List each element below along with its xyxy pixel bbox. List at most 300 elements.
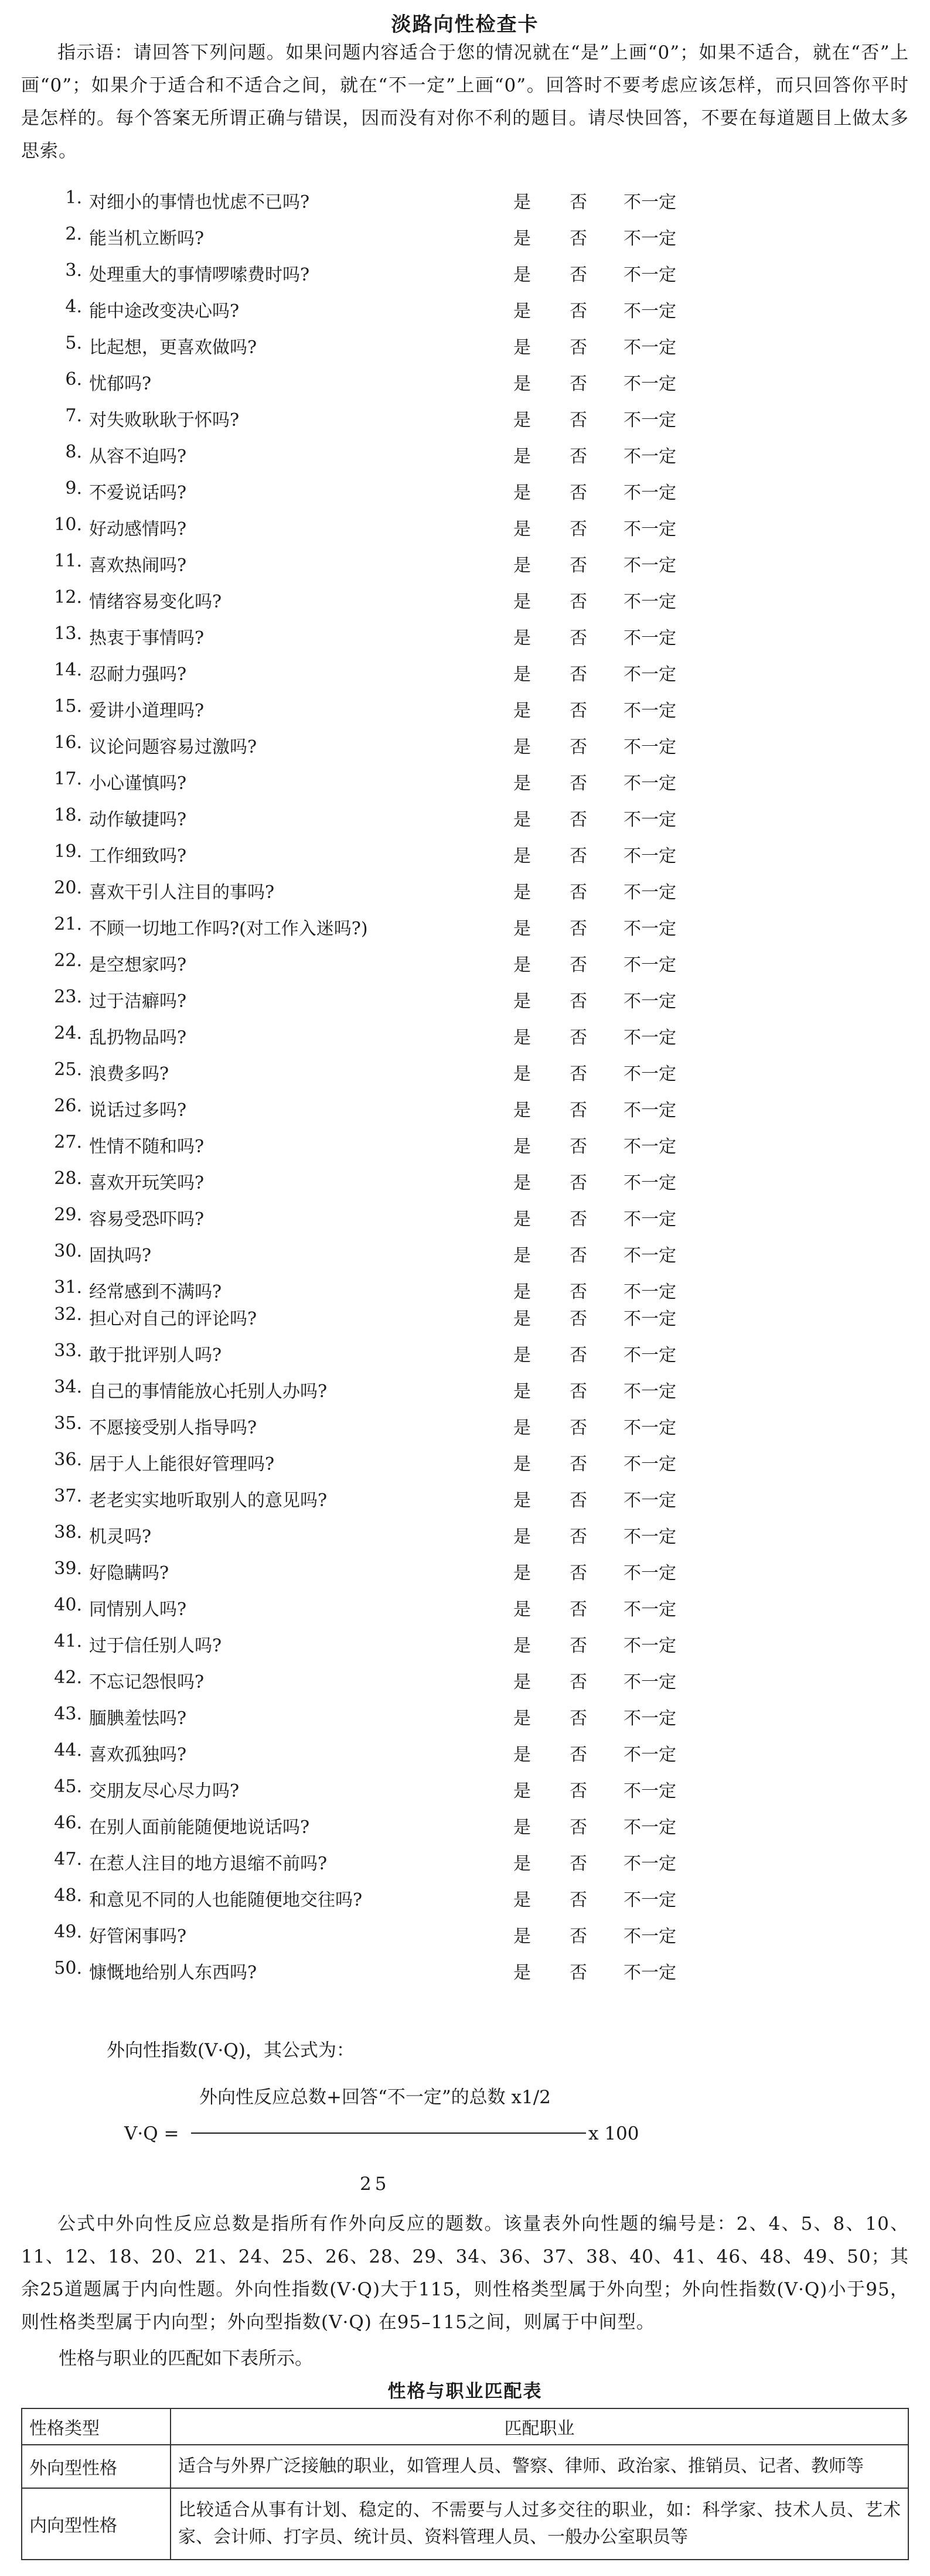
option-no[interactable]: 否: [570, 483, 587, 503]
option-unsure[interactable]: 不一定: [624, 1745, 676, 1765]
question-text: 居于人上能很好管理吗?: [89, 1454, 275, 1475]
question-text: 好动感情吗?: [89, 519, 187, 540]
page-title: 淡路向性检查卡: [391, 13, 539, 36]
option-unsure[interactable]: 不一定: [624, 882, 676, 903]
question-number: 45.: [54, 1776, 82, 1797]
option-no[interactable]: 否: [570, 1345, 587, 1366]
option-yes[interactable]: 是: [513, 1282, 531, 1302]
option-no[interactable]: 否: [570, 1137, 587, 1157]
question-text: 交朋友尽心尽力吗?: [89, 1781, 240, 1802]
header-matching-jobs: 匹配职业: [171, 2408, 908, 2445]
option-unsure[interactable]: 不一定: [624, 1672, 676, 1693]
question-text: 从容不迫吗?: [89, 446, 187, 467]
table-header-row: [22, 2408, 908, 2445]
option-unsure[interactable]: 不一定: [624, 265, 676, 285]
option-unsure[interactable]: 不一定: [624, 374, 676, 394]
question-row: [0, 1205, 930, 1228]
option-yes[interactable]: 是: [513, 1137, 531, 1157]
option-unsure[interactable]: 不一定: [624, 1028, 676, 1048]
question-row: [0, 369, 930, 393]
option-unsure[interactable]: 不一定: [624, 1381, 676, 1402]
question-row: [0, 1413, 930, 1437]
option-unsure[interactable]: 不一定: [624, 1636, 676, 1656]
question-text: 自己的事情能放心托别人办吗?: [89, 1381, 328, 1402]
option-yes[interactable]: 是: [513, 1309, 531, 1329]
question-text: 忧郁吗?: [89, 374, 152, 394]
option-no[interactable]: 否: [570, 1282, 587, 1302]
question-row: [0, 1631, 930, 1654]
option-unsure[interactable]: 不一定: [624, 446, 676, 467]
option-unsure[interactable]: 不一定: [624, 1418, 676, 1438]
option-no[interactable]: 否: [570, 1100, 587, 1121]
question-row: [0, 1241, 930, 1264]
question-text: 忍耐力强吗?: [89, 664, 187, 685]
question-text: 对细小的事情也忧虑不已吗?: [89, 192, 310, 213]
option-yes[interactable]: 是: [513, 1636, 531, 1656]
formula-lhs: V·Q =: [124, 2123, 179, 2144]
option-no[interactable]: 否: [570, 1708, 587, 1729]
option-yes[interactable]: 是: [513, 1854, 531, 1874]
option-unsure[interactable]: 不一定: [624, 628, 676, 649]
question-text: 固执吗?: [89, 1246, 152, 1266]
option-yes[interactable]: 是: [513, 374, 531, 394]
question-text: 喜欢干引人注目的事吗?: [89, 882, 275, 903]
option-unsure[interactable]: 不一定: [624, 1309, 676, 1329]
question-number: 16.: [54, 732, 82, 753]
question-number: 6.: [65, 369, 82, 390]
option-no[interactable]: 否: [570, 1890, 587, 1910]
question-text: 敢于批评别人吗?: [89, 1345, 222, 1366]
question-number: 43.: [54, 1704, 82, 1724]
option-yes[interactable]: 是: [513, 446, 531, 467]
option-yes[interactable]: 是: [513, 483, 531, 503]
question-number: 33.: [54, 1340, 82, 1361]
question-number: 26.: [54, 1096, 82, 1116]
option-unsure[interactable]: 不一定: [624, 1781, 676, 1802]
question-row: [0, 623, 930, 647]
question-text: 说话过多吗?: [89, 1100, 187, 1121]
question-number: 13.: [54, 623, 82, 644]
question-text: 同情别人吗?: [89, 1599, 187, 1620]
option-yes[interactable]: 是: [513, 701, 531, 721]
question-text: 爱讲小道理吗?: [89, 701, 205, 721]
formula-denominator: 25: [360, 2174, 390, 2195]
option-unsure[interactable]: 不一定: [624, 737, 676, 758]
option-no[interactable]: 否: [570, 301, 587, 322]
question-number: 23.: [54, 987, 82, 1007]
question-text: 不愿接受别人指导吗?: [89, 1418, 257, 1438]
question-row: [0, 224, 930, 247]
question-number: 47.: [54, 1849, 82, 1869]
instructions-text: 指示语：请回答下列问题。如果问题内容适合于您的情况就在“是”上画“0”；如果不适合，就在“否”上画“0”；如果介于适合和不适合之间，就在“不一定”上画“0”。回答时不要考虑应该怎样，而只回答你平时是怎样的。每个答案无所谓正确与错误，因而没有对你不利的题目。请尽快回答，不要在每道题目上做太多思索。: [21, 42, 909, 162]
option-no[interactable]: 否: [570, 991, 587, 1012]
question-number: 34.: [54, 1377, 82, 1397]
question-row: [0, 333, 930, 356]
question-number: 19.: [54, 841, 82, 862]
fraction-line: [191, 2133, 586, 2134]
option-unsure[interactable]: 不一定: [624, 1817, 676, 1838]
option-no[interactable]: 否: [570, 1454, 587, 1475]
question-number: 36.: [54, 1449, 82, 1470]
question-number: 1.: [65, 187, 82, 208]
question-row: [0, 296, 930, 320]
option-no[interactable]: 否: [570, 1064, 587, 1084]
option-no[interactable]: 否: [570, 1963, 587, 1983]
option-unsure[interactable]: 不一定: [624, 1246, 676, 1266]
option-no[interactable]: 否: [570, 773, 587, 794]
question-text: 性情不随和吗?: [89, 1137, 205, 1157]
option-yes[interactable]: 是: [513, 1963, 531, 1983]
question-number: 21.: [54, 914, 82, 934]
option-yes[interactable]: 是: [513, 1817, 531, 1838]
question-row: [0, 914, 930, 937]
option-no[interactable]: 否: [570, 1173, 587, 1193]
question-row: [0, 1340, 930, 1364]
option-yes[interactable]: 是: [513, 1890, 531, 1910]
question-number: 30.: [54, 1241, 82, 1261]
question-text: 在别人面前能随便地说话吗?: [89, 1817, 310, 1838]
option-unsure[interactable]: 不一定: [624, 1527, 676, 1547]
option-yes[interactable]: 是: [513, 192, 531, 213]
instructions: [21, 36, 909, 168]
option-no[interactable]: 否: [570, 1854, 587, 1874]
header-personality-type: 性格类型: [22, 2408, 171, 2445]
question-number: 22.: [54, 950, 82, 971]
option-yes[interactable]: 是: [513, 228, 531, 249]
option-unsure[interactable]: 不一定: [624, 337, 676, 358]
option-no[interactable]: 否: [570, 555, 587, 576]
option-yes[interactable]: 是: [513, 1028, 531, 1048]
question-number: 27.: [54, 1132, 82, 1152]
question-row: [0, 1277, 930, 1301]
question-text: 能当机立断吗?: [89, 228, 205, 249]
option-no[interactable]: 否: [570, 1781, 587, 1802]
option-unsure[interactable]: 不一定: [624, 1599, 676, 1620]
question-number: 37.: [54, 1486, 82, 1506]
option-no[interactable]: 否: [570, 1418, 587, 1438]
question-text: 老老实实地听取别人的意见吗?: [89, 1490, 328, 1511]
question-number: 11.: [54, 551, 82, 571]
table-row: [22, 2445, 908, 2488]
question-text: 工作细致吗?: [89, 846, 187, 866]
option-no[interactable]: 否: [570, 1745, 587, 1765]
question-number: 35.: [54, 1413, 82, 1434]
option-unsure[interactable]: 不一定: [624, 1963, 676, 1983]
question-row: [0, 1168, 930, 1192]
option-no[interactable]: 否: [570, 882, 587, 903]
option-no[interactable]: 否: [570, 919, 587, 939]
option-yes[interactable]: 是: [513, 1173, 531, 1193]
question-text: 浪费多吗?: [89, 1064, 169, 1084]
question-text: 议论问题容易过激吗?: [89, 737, 257, 758]
option-unsure[interactable]: 不一定: [624, 1064, 676, 1084]
option-yes[interactable]: 是: [513, 1599, 531, 1620]
question-number: 5.: [65, 333, 82, 353]
question-text: 好隐瞒吗?: [89, 1563, 169, 1584]
question-text: 过于信任别人吗?: [89, 1636, 222, 1656]
question-row: [0, 878, 930, 901]
option-yes[interactable]: 是: [513, 1381, 531, 1402]
option-no[interactable]: 否: [570, 410, 587, 431]
option-yes[interactable]: 是: [513, 1100, 531, 1121]
option-yes[interactable]: 是: [513, 919, 531, 939]
question-row: [0, 1704, 930, 1727]
question-row: [0, 950, 930, 974]
table-title: 性格与职业匹配表: [387, 2381, 543, 2402]
question-text: 能中途改变决心吗?: [89, 301, 240, 322]
option-no[interactable]: 否: [570, 1563, 587, 1584]
question-row: [0, 187, 930, 211]
question-text: 动作敏捷吗?: [89, 810, 187, 830]
personality-job-table: [21, 2408, 909, 2560]
option-unsure[interactable]: 不一定: [624, 773, 676, 794]
question-text: 对失败耿耿于怀吗?: [89, 410, 240, 431]
question-text: 和意见不同的人也能随便地交往吗?: [89, 1890, 363, 1910]
explanation: [21, 2207, 909, 2339]
question-number: 44.: [54, 1740, 82, 1760]
formula-multiplier: x 100: [588, 2123, 639, 2144]
option-no[interactable]: 否: [570, 846, 587, 866]
question-row: [0, 841, 930, 865]
option-unsure[interactable]: 不一定: [624, 192, 676, 213]
question-number: 8.: [65, 442, 82, 462]
option-unsure[interactable]: 不一定: [624, 410, 676, 431]
option-no[interactable]: 否: [570, 701, 587, 721]
question-number: 32.: [54, 1304, 82, 1325]
question-row: [0, 1132, 930, 1155]
question-row: [0, 1023, 930, 1046]
option-unsure[interactable]: 不一定: [624, 1137, 676, 1157]
option-unsure[interactable]: 不一定: [624, 1209, 676, 1230]
option-no[interactable]: 否: [570, 374, 587, 394]
option-no[interactable]: 否: [570, 1028, 587, 1048]
option-no[interactable]: 否: [570, 337, 587, 358]
question-row: [0, 1595, 930, 1618]
option-yes[interactable]: 是: [513, 1708, 531, 1729]
question-row: [0, 551, 930, 574]
question-number: 39.: [54, 1558, 82, 1579]
option-no[interactable]: 否: [570, 1309, 587, 1329]
question-text: 担心对自己的评论吗?: [89, 1309, 257, 1329]
question-text: 不顾一切地工作吗?(对工作入迷吗?): [89, 919, 368, 939]
question-text: 在惹人注目的地方退缩不前吗?: [89, 1854, 328, 1874]
option-yes[interactable]: 是: [513, 1672, 531, 1693]
option-unsure[interactable]: 不一定: [624, 555, 676, 576]
option-unsure[interactable]: 不一定: [624, 1345, 676, 1366]
question-row: [0, 1059, 930, 1083]
option-unsure[interactable]: 不一定: [624, 228, 676, 249]
option-no[interactable]: 否: [570, 1527, 587, 1547]
question-number: 2.: [65, 224, 82, 244]
option-yes[interactable]: 是: [513, 1418, 531, 1438]
explanation-text: 公式中外向性反应总数是指所有作外向反应的题数。该量表外向性题的编号是：2、4、5、8、10、11、12、18、20、21、24、25、26、28、29、34、36、37、38、40、41、46、48、49、50；其余25道题属于内向性题。外向性指数(V·Q)大于115，则性格类型属于外向型；外向性指数(V·Q)小于95，则性格类型属于内向型；外向型指数(V·Q) 在95–115之间，则属于中间型。: [21, 2213, 909, 2333]
question-number: 38.: [54, 1522, 82, 1543]
question-text: 喜欢孤独吗?: [89, 1745, 187, 1765]
option-yes[interactable]: 是: [513, 773, 531, 794]
question-row: [0, 769, 930, 792]
option-no[interactable]: 否: [570, 192, 587, 213]
question-text: 喜欢热闹吗?: [89, 555, 187, 576]
option-yes[interactable]: 是: [513, 1454, 531, 1475]
question-text: 热衷于事情吗?: [89, 628, 205, 649]
option-yes[interactable]: 是: [513, 882, 531, 903]
question-number: 49.: [54, 1922, 82, 1942]
option-unsure[interactable]: 不一定: [624, 1454, 676, 1475]
option-unsure[interactable]: 不一定: [624, 1854, 676, 1874]
question-number: 14.: [54, 660, 82, 680]
question-number: 12.: [54, 587, 82, 608]
question-row: [0, 987, 930, 1010]
option-yes[interactable]: 是: [513, 410, 531, 431]
option-unsure[interactable]: 不一定: [624, 1890, 676, 1910]
question-row: [0, 442, 930, 465]
question-text: 处理重大的事情啰嗦费时吗?: [89, 265, 310, 285]
option-no[interactable]: 否: [570, 1817, 587, 1838]
option-yes[interactable]: 是: [513, 555, 531, 576]
option-unsure[interactable]: 不一定: [624, 1173, 676, 1193]
question-row: [0, 1449, 930, 1473]
option-no[interactable]: 否: [570, 1926, 587, 1947]
option-yes[interactable]: 是: [513, 955, 531, 975]
option-unsure[interactable]: 不一定: [624, 592, 676, 612]
question-row: [0, 805, 930, 828]
option-yes[interactable]: 是: [513, 519, 531, 540]
option-yes[interactable]: 是: [513, 1563, 531, 1584]
question-row: [0, 587, 930, 610]
option-yes[interactable]: 是: [513, 1246, 531, 1266]
question-text: 腼腆羞怯吗?: [89, 1708, 187, 1729]
option-no[interactable]: 否: [570, 1381, 587, 1402]
question-number: 4.: [65, 296, 82, 317]
option-yes[interactable]: 是: [513, 301, 531, 322]
option-yes[interactable]: 是: [513, 991, 531, 1012]
question-number: 31.: [54, 1277, 82, 1298]
option-no[interactable]: 否: [570, 1599, 587, 1620]
question-number: 20.: [54, 878, 82, 898]
option-yes[interactable]: 是: [513, 737, 531, 758]
option-no[interactable]: 否: [570, 1490, 587, 1511]
formula-numerator: 外向性反应总数+回答“不一定”的总数 x1/2: [199, 2087, 551, 2108]
option-yes[interactable]: 是: [513, 664, 531, 685]
option-no[interactable]: 否: [570, 519, 587, 540]
question-text: 不爱说话吗?: [89, 483, 187, 503]
option-no[interactable]: 否: [570, 955, 587, 975]
option-unsure[interactable]: 不一定: [624, 664, 676, 685]
question-row: [0, 1096, 930, 1119]
option-yes[interactable]: 是: [513, 1064, 531, 1084]
option-yes[interactable]: 是: [513, 1209, 531, 1230]
question-row: [0, 478, 930, 501]
option-unsure[interactable]: 不一定: [624, 1926, 676, 1947]
option-yes[interactable]: 是: [513, 1527, 531, 1547]
question-number: 25.: [54, 1059, 82, 1080]
option-no[interactable]: 否: [570, 228, 587, 249]
question-row: [0, 696, 930, 719]
question-row: [0, 1740, 930, 1763]
option-unsure[interactable]: 不一定: [624, 301, 676, 322]
question-number: 46.: [54, 1813, 82, 1833]
option-no[interactable]: 否: [570, 664, 587, 685]
question-text: 情绪容易变化吗?: [89, 592, 222, 612]
question-row: [0, 1486, 930, 1509]
option-no[interactable]: 否: [570, 446, 587, 467]
option-no[interactable]: 否: [570, 810, 587, 830]
question-row: [0, 1885, 930, 1909]
question-number: 10.: [54, 514, 82, 535]
question-number: 48.: [54, 1885, 82, 1906]
question-text: 是空想家吗?: [89, 955, 187, 975]
formula-intro: 外向性指数(V·Q)，其公式为：: [107, 2040, 355, 2061]
option-unsure[interactable]: 不一定: [624, 1708, 676, 1729]
personality-type-cell: 外向型性格: [22, 2445, 171, 2488]
option-unsure[interactable]: 不一定: [624, 483, 676, 503]
option-unsure[interactable]: 不一定: [624, 1100, 676, 1121]
table-intro: 性格与职业的匹配如下表所示。: [59, 2348, 313, 2369]
matching-jobs-cell: 比较适合从事有计划、稳定的、不需要与人过多交往的职业，如：科学家、技术人员、艺术家、会计师、打字员、统计员、资料管理人员、一般办公室职员等: [171, 2488, 908, 2560]
option-no[interactable]: 否: [570, 592, 587, 612]
option-unsure[interactable]: 不一定: [624, 846, 676, 866]
option-unsure[interactable]: 不一定: [624, 810, 676, 830]
question-number: 9.: [65, 478, 82, 499]
question-text: 喜欢开玩笑吗?: [89, 1173, 205, 1193]
option-yes[interactable]: 是: [513, 1745, 531, 1765]
question-text: 乱扔物品吗?: [89, 1028, 187, 1048]
option-yes[interactable]: 是: [513, 846, 531, 866]
option-no[interactable]: 否: [570, 1246, 587, 1266]
question-row: [0, 1849, 930, 1872]
question-row: [0, 514, 930, 538]
option-no[interactable]: 否: [570, 1209, 587, 1230]
option-unsure[interactable]: 不一定: [624, 519, 676, 540]
option-yes[interactable]: 是: [513, 265, 531, 285]
question-number: 17.: [54, 769, 82, 789]
question-number: 24.: [54, 1023, 82, 1043]
question-number: 18.: [54, 805, 82, 825]
option-yes[interactable]: 是: [513, 1781, 531, 1802]
option-yes[interactable]: 是: [513, 1926, 531, 1947]
question-number: 50.: [54, 1958, 82, 1978]
option-no[interactable]: 否: [570, 1636, 587, 1656]
question-row: [0, 405, 930, 429]
option-yes[interactable]: 是: [513, 337, 531, 358]
option-unsure[interactable]: 不一定: [624, 1490, 676, 1511]
option-unsure[interactable]: 不一定: [624, 1563, 676, 1584]
option-yes[interactable]: 是: [513, 1345, 531, 1366]
question-number: 29.: [54, 1205, 82, 1225]
option-unsure[interactable]: 不一定: [624, 919, 676, 939]
option-yes[interactable]: 是: [513, 592, 531, 612]
option-yes[interactable]: 是: [513, 628, 531, 649]
option-yes[interactable]: 是: [513, 1490, 531, 1511]
option-no[interactable]: 否: [570, 265, 587, 285]
option-unsure[interactable]: 不一定: [624, 955, 676, 975]
personality-type-cell: 内向型性格: [22, 2488, 171, 2560]
option-yes[interactable]: 是: [513, 810, 531, 830]
option-no[interactable]: 否: [570, 1672, 587, 1693]
option-no[interactable]: 否: [570, 737, 587, 758]
question-number: 40.: [54, 1595, 82, 1615]
matching-jobs-cell: 适合与外界广泛接触的职业，如管理人员、警察、律师、政治家、推销员、记者、教师等: [171, 2445, 908, 2488]
question-number: 41.: [54, 1631, 82, 1652]
option-no[interactable]: 否: [570, 628, 587, 649]
question-number: 3.: [65, 260, 82, 281]
question-row: [0, 1522, 930, 1545]
option-unsure[interactable]: 不一定: [624, 701, 676, 721]
option-unsure[interactable]: 不一定: [624, 1282, 676, 1302]
question-number: 7.: [65, 405, 82, 426]
option-unsure[interactable]: 不一定: [624, 991, 676, 1012]
question-number: 15.: [54, 696, 82, 716]
